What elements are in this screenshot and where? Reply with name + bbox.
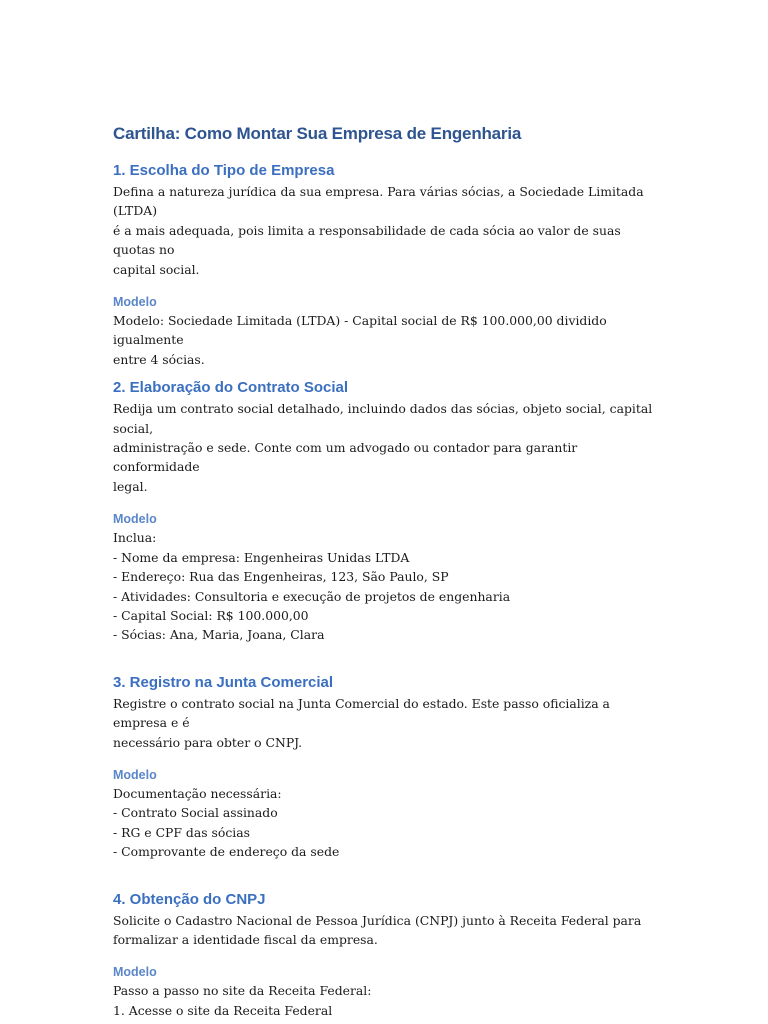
model-label: Modelo — [113, 767, 157, 782]
model-text: Modelo: Sociedade Limitada (LTDA) - Capital social de R$ 100.000,00 dividido igualmente entre 4 sócias. — [113, 313, 607, 367]
section-body: Redija um contrato social detalhado, incluindo dados das sócias, objeto social, capital social, administração e sede. Conte com um advogado ou contador para garantir conformidade legal. — [113, 401, 653, 494]
model-label: Modelo — [113, 512, 157, 527]
section-heading: 4. Obtenção do CNPJ — [113, 890, 266, 908]
section-tipo-de-empresa — [113, 160, 658, 369]
section-body: Defina a natureza jurídica da sua empresa. Para várias sócias, a Sociedade Limitada (LTDA) é a mais adequada, pois limita a responsabilidade de cada sócia ao valor de suas quotas no capital social. — [113, 184, 644, 277]
section-body: Registre o contrato social na Junta Comercial do estado. Este passo oficializa a empresa e é necessário para obter o CNPJ. — [113, 695, 610, 750]
model-text: Documentação necessária: - Contrato Social assinado - RG e CPF das sócias - Comprovante de endereço da sede — [113, 785, 340, 860]
section-body: Solicite o Cadastro Nacional de Pessoa Jurídica (CNPJ) junto à Receita Federal para formalizar a identidade fiscal da empresa. — [113, 912, 642, 947]
model-text: Passo a passo no site da Receita Federal: 1. Acesse o site da Receita Federal — [113, 983, 372, 1018]
section-heading: 1. Escolha do Tipo de Empresa — [113, 162, 335, 179]
section-cnpj — [113, 889, 658, 1021]
model-label: Modelo — [113, 965, 157, 980]
document-page — [113, 120, 658, 1020]
document-title: Cartilha: Como Montar Sua Empresa de Engenharia — [113, 124, 522, 143]
section-heading: 3. Registro na Junta Comercial — [113, 673, 334, 691]
section-heading: 2. Elaboração do Contrato Social — [113, 379, 349, 397]
model-label: Modelo — [113, 295, 157, 310]
section-contrato-social — [113, 377, 658, 644]
model-text: Inclua: - Nome da empresa: Engenheiras Unidas LTDA - Endereço: Rua das Engenheiras, 123, São Paulo, SP - Atividades: Consultoria e execução de projetos de engenharia - Capital Social: R$ 100.000,00 - Sócias: Ana, Maria, Joana, Clara — [113, 530, 511, 643]
section-junta-comercial — [113, 672, 658, 862]
